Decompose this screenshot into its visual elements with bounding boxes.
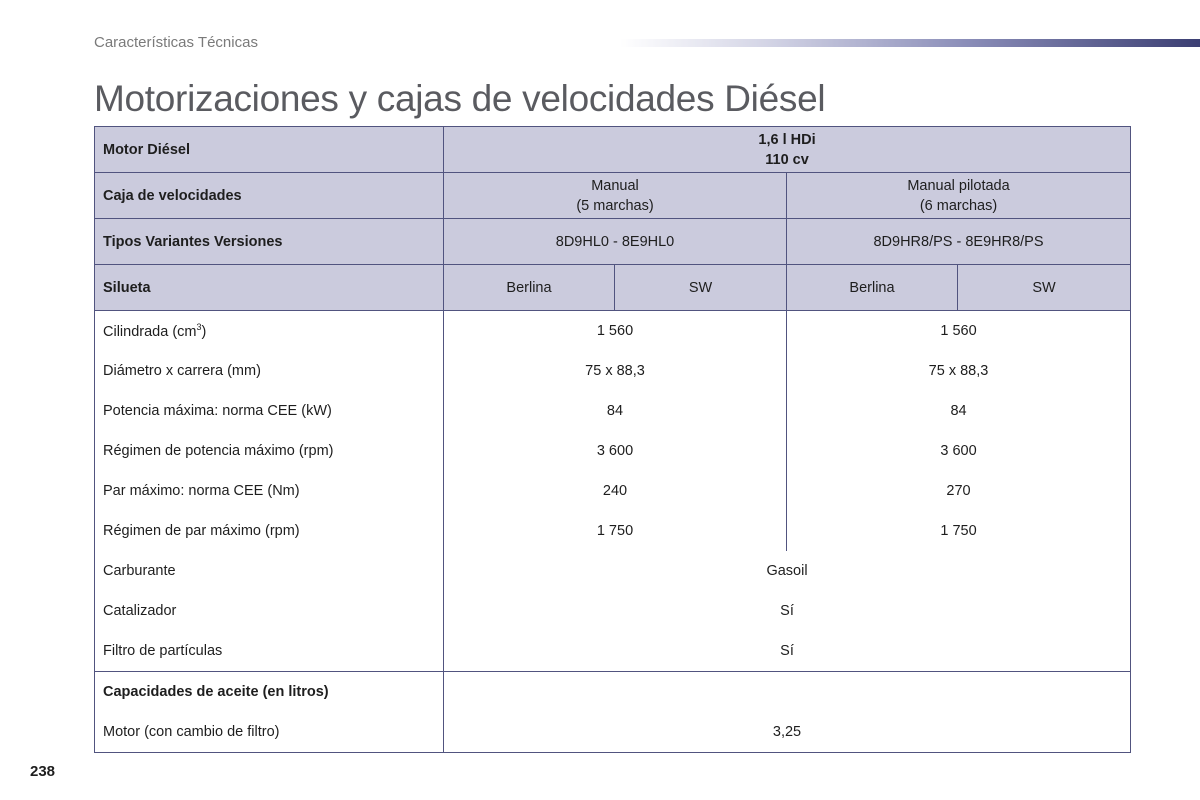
gearbox-manual [444, 173, 787, 219]
particle-filter-row [95, 631, 1131, 672]
gearbox-manual-gears: (5 marchas) [576, 197, 654, 214]
oil-heading-row [95, 672, 1131, 713]
gearbox-label: Caja de velocidades [95, 173, 444, 219]
row-label: Cilindrada $(cm^3)$ [95, 311, 444, 352]
gearbox-piloted [787, 173, 1131, 219]
max-power-piloted: 84 [787, 391, 1131, 431]
max-torque-manual: 240 [444, 471, 787, 511]
oil-heading: Capacidades de aceite (en litros) [95, 672, 444, 713]
row-label: Par máximo: norma CEE (Nm) [95, 471, 444, 511]
power-rpm-manual: 3 600 [444, 431, 787, 471]
row-label: Diámetro x carrera (mm) [95, 351, 444, 391]
displacement-piloted: 1 560 [787, 311, 1131, 352]
power-rpm-row [95, 431, 1131, 471]
gearbox-row [95, 173, 1131, 219]
variants-manual: 8D9HL0 - 8E9HL0 [444, 219, 787, 265]
gearbox-piloted-gears: (6 marchas) [919, 197, 998, 214]
engine-name: 1,6 l HDi [758, 131, 816, 148]
spec-table [94, 126, 1131, 753]
oil-engine-value: 3,25 [444, 712, 1131, 753]
engine-label: Motor Diésel [95, 127, 444, 173]
catalyst-value: Sí [444, 591, 1131, 631]
silhouette-sw-manual: SW [615, 265, 787, 311]
max-power-manual: 84 [444, 391, 787, 431]
row-label: Potencia máxima: norma CEE (kW) [95, 391, 444, 431]
silhouette-berlina-manual: Berlina [444, 265, 615, 311]
oil-engine-row [95, 712, 1131, 753]
variants-row [95, 219, 1131, 265]
page-number: 238 [30, 763, 56, 780]
torque-rpm-piloted: 1 750 [787, 511, 1131, 551]
max-torque-piloted: 270 [787, 471, 1131, 511]
variants-piloted: 8D9HR8/PS - 8E9HR8/PS [787, 219, 1131, 265]
section-label: Características Técnicas [94, 34, 258, 51]
row-label: Carburante [95, 551, 444, 591]
torque-rpm-manual: 1 750 [444, 511, 787, 551]
engine-value [444, 127, 1131, 173]
header-gradient-bar [620, 39, 1200, 47]
row-label: Filtro de partículas [95, 631, 444, 672]
displacement-row [95, 311, 1131, 352]
variants-label: Tipos Variantes Versiones [95, 219, 444, 265]
engine-row [95, 127, 1131, 173]
row-label: Régimen de par máximo (rpm) [95, 511, 444, 551]
gearbox-manual-type: Manual [591, 177, 639, 194]
page-title: Motorizaciones y cajas de velocidades Diésel [94, 78, 826, 119]
gearbox-piloted-type: Manual pilotada [907, 177, 1010, 194]
row-label: Régimen de potencia máximo (rpm) [95, 431, 444, 471]
row-label: Motor (con cambio de filtro) [95, 712, 444, 753]
bore-stroke-manual: 75 x 88,3 [444, 351, 787, 391]
silhouette-label: Silueta [95, 265, 444, 311]
power-rpm-piloted: 3 600 [787, 431, 1131, 471]
row-label: Catalizador [95, 591, 444, 631]
silhouette-sw-piloted: SW [958, 265, 1131, 311]
bore-stroke-row [95, 351, 1131, 391]
oil-heading-empty [444, 672, 1131, 713]
bore-stroke-piloted: 75 x 88,3 [787, 351, 1131, 391]
silhouette-row [95, 265, 1131, 311]
max-power-row [95, 391, 1131, 431]
particle-filter-value: Sí [444, 631, 1131, 672]
torque-rpm-row [95, 511, 1131, 551]
engine-power: 110 cv [765, 151, 809, 168]
catalyst-row [95, 591, 1131, 631]
max-torque-row [95, 471, 1131, 511]
displacement-manual: 1 560 [444, 311, 787, 352]
fuel-value: Gasoil [444, 551, 1131, 591]
silhouette-berlina-piloted: Berlina [787, 265, 958, 311]
fuel-row [95, 551, 1131, 591]
